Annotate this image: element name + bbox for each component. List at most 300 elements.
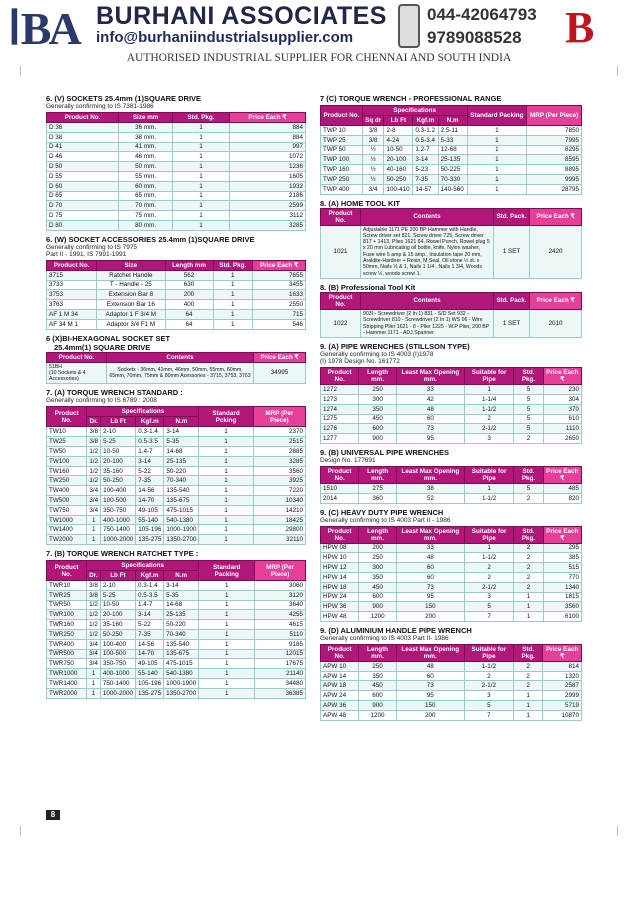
col-header: Suitable for Pipe [464, 466, 514, 483]
table-cell: 5 [464, 602, 514, 612]
table-cell: 5 [514, 394, 543, 404]
table-cell: 3 [464, 434, 514, 444]
table-cell: 715 [252, 309, 305, 319]
table-cell: 1 [213, 280, 252, 290]
table-universal-pipe-wrench [320, 466, 582, 504]
company-name: BURHANI ASSOCIATES [96, 2, 387, 30]
section-subtitle: Generally confirming to IS 7381-1986 [46, 103, 154, 110]
table-cell: 95 [396, 691, 464, 701]
table-cell: 4-24 [384, 135, 413, 145]
table-cell: Extension Bar 16 [97, 300, 165, 310]
col-header: Length mm. [359, 466, 397, 483]
table-cell: 5 [464, 701, 513, 711]
col-header: Product No. [47, 561, 87, 581]
table-cell: 1/2 [87, 456, 101, 466]
table-cell: 1350-2700 [164, 688, 199, 698]
table-cell: HPW 36 [321, 602, 359, 612]
table-cell: 884 [229, 132, 305, 142]
table-cell: 1000-2000 [100, 688, 135, 698]
table-cell: TWP 400 [321, 184, 363, 194]
table-cell: 135-275 [136, 535, 164, 545]
table-cell: 350-750 [100, 659, 135, 669]
table-cell: 50-250 [384, 174, 413, 184]
table-cell: 10-50 [384, 145, 413, 155]
table-cell: 1 [199, 581, 255, 591]
crop-mark [20, 66, 21, 76]
table-cell: 350-750 [101, 505, 136, 515]
table-cell: D 46 [47, 152, 119, 162]
table-cell: 25-135 [438, 155, 467, 165]
col-header: Lb Ft [384, 116, 413, 126]
table-cell: 7-35 [413, 174, 438, 184]
price-cell: 2010 [530, 309, 582, 337]
table-cell: 1 [199, 525, 253, 535]
table-cell: 1277 [321, 434, 359, 444]
table-cell: 36385 [255, 688, 306, 698]
table-row [321, 135, 582, 145]
section-9b [320, 448, 582, 504]
table-row [47, 590, 306, 600]
table-cell: 5-25 [100, 590, 135, 600]
table-row [47, 201, 306, 211]
table-cell: 40-160 [384, 165, 413, 175]
table-row [321, 174, 582, 184]
table-cell: 1200 [359, 710, 397, 720]
table-cell: 1 [213, 270, 252, 280]
col-header: Price Each ₹ [530, 292, 582, 309]
table-cell: 1 [199, 610, 255, 620]
product-cell: 1022 [321, 309, 361, 337]
table-cell: 2-8 [384, 126, 413, 136]
table-cell: 1510 [321, 483, 359, 493]
table-cell: 41 mm. [119, 142, 173, 152]
table-cell: 2.5-11 [438, 126, 467, 136]
table-cell: 3285 [253, 456, 305, 466]
table-cell: 100-410 [384, 184, 413, 194]
table-cell: TWR750 [47, 659, 87, 669]
table-cell: 5-23 [413, 165, 438, 175]
product-cell [47, 362, 107, 384]
table-cell: 275 [359, 483, 397, 493]
table-cell: 1110 [543, 424, 581, 434]
table-cell: 200 [396, 612, 464, 622]
table-cell: 100-400 [100, 639, 135, 649]
table-cell: 3/4 [87, 659, 101, 669]
table-cell: 73 [396, 681, 464, 691]
table-cell: 1 [514, 592, 543, 602]
table-cell: 75 mm. [119, 211, 173, 221]
table-cell: 55-140 [136, 515, 164, 525]
table-cell: 1340 [543, 582, 581, 592]
col-header: Suitable for Pipe [464, 644, 513, 661]
table-cell: 3640 [255, 600, 306, 610]
table-bihex-set [46, 352, 306, 385]
table-cell: 6100 [543, 612, 581, 622]
table-cell: 3715 [47, 270, 97, 280]
table-row [47, 437, 306, 447]
table-cell: 3/4 [87, 505, 101, 515]
table-cell: Adaptor 3/4 F1 M [97, 319, 165, 329]
table-row [321, 681, 582, 691]
table-cell: 1/2 [87, 610, 101, 620]
col-header: MRP (Per Piece) [255, 561, 306, 581]
table-cell: 36 mm. [119, 123, 173, 133]
table-row [321, 661, 582, 671]
table-cell: 38 mm. [119, 132, 173, 142]
table-cell: 1 [199, 678, 255, 688]
section-9a [320, 342, 582, 444]
table-cell: 70-340 [164, 476, 199, 486]
table-cell: 20-100 [100, 610, 135, 620]
col-header: N.m [438, 116, 467, 126]
col-header: Dr. [87, 571, 101, 581]
table-cell: 4615 [255, 620, 306, 630]
table-cell: 7-35 [136, 476, 164, 486]
table-cell: 1/2 [87, 629, 101, 639]
table-cell: 9185 [255, 639, 306, 649]
table-cell: 562 [165, 270, 213, 280]
table-cell: 600 [359, 691, 397, 701]
contents-cell: Adjustable 1171 PE 200 BP Hammer with Handle, Screw driver set 821, Screw driver 725, Screw driver 817 + 1413, Plies 1621 64, Rowel Punch, Rowel plug 5 x 20 mm Lubricating oil bottle, knife, Nylon washer, Fuse wire 5 amp & 15 amp., Insulation tape 20 mm, Araldite-Hardner + Resin, M Seal, Oil stone ½ st. x 50mm, Nails ½ & 1, Nails 1 1/4 , Nails 1 3/4, Woods screw ½, woods screw 1. [361, 225, 494, 278]
table-cell: ½ [362, 165, 384, 175]
table-cell: 1 [199, 505, 253, 515]
table-cell: 1 [173, 211, 230, 221]
section-8a [320, 199, 582, 279]
table-cell: 2 [514, 563, 543, 573]
table-row [321, 612, 582, 622]
table-cell: 1-1/2 [464, 404, 514, 414]
table-cell: 3560 [253, 466, 305, 476]
brand-logo: B [565, 3, 595, 52]
table-cell: 2 [464, 572, 514, 582]
table-cell: 2 [514, 493, 543, 503]
table-cell: 1 [514, 710, 543, 720]
table-cell: 135-675 [164, 649, 199, 659]
table-cell: 150 [396, 602, 464, 612]
table-cell: TW500 [47, 496, 87, 506]
table-cell: 2 [514, 582, 543, 592]
col-header: Price Each ₹ [530, 208, 582, 225]
table-row [47, 132, 306, 142]
col-header: Product No. [47, 407, 87, 427]
table-cell: 600 [359, 592, 397, 602]
table-row [47, 220, 306, 230]
col-header: N.m [164, 571, 199, 581]
section-9c [320, 508, 582, 622]
table-cell: 900 [359, 434, 397, 444]
table-cell: 3925 [253, 476, 305, 486]
table-cell: 1 [199, 515, 253, 525]
table-cell: 17675 [255, 659, 306, 669]
table-cell: 3/4 [87, 496, 101, 506]
table-cell: 540-1380 [164, 669, 199, 679]
table-cell: 10870 [543, 710, 582, 720]
table-cell: TW100 [47, 456, 87, 466]
table-cell: 0.3-1.4 [135, 581, 163, 591]
col-header: Lb Ft [101, 417, 136, 427]
table-cell: 8595 [527, 155, 582, 165]
col-header: Size mm [119, 113, 173, 123]
col-header: Std. Pkg. [213, 260, 252, 270]
table-cell: 2-10 [100, 581, 135, 591]
table-cell: 200 [165, 290, 213, 300]
table-cell: 60 mm. [119, 181, 173, 191]
col-header: Product No. [47, 260, 97, 270]
table-cell: 1 [199, 466, 253, 476]
table-cell: 1 [87, 678, 101, 688]
col-header: Kgf.m [136, 417, 164, 427]
col-header: Std. Pkg. [173, 113, 230, 123]
table-cell: 3753 [47, 290, 97, 300]
table-cell: 1/2 [87, 466, 101, 476]
col-header: Product No. [321, 466, 359, 483]
table-cell: 1 [199, 476, 253, 486]
table-cell: 1 [173, 191, 230, 201]
table-cell: 1633 [252, 290, 305, 300]
table-cell: 1 [514, 701, 543, 711]
table-cell: 1 [514, 602, 543, 612]
table-cell: D 65 [47, 191, 119, 201]
table-cell: 1 [87, 669, 101, 679]
table-cell: 1 [213, 319, 252, 329]
col-header: Product No. [321, 368, 359, 385]
table-cell: 95 [396, 592, 464, 602]
table-cell: 1 [199, 427, 253, 437]
table-row [47, 620, 306, 630]
table-cell: 34480 [255, 678, 306, 688]
col-header: Product No. [321, 208, 361, 225]
table-cell: 750-1400 [100, 678, 135, 688]
col-header: MRP (Per Piece) [527, 106, 582, 126]
table-cell: 60 [396, 572, 464, 582]
col-header: Product No. [47, 113, 119, 123]
col-header: Contents [107, 352, 254, 362]
table-cell: 1 [173, 201, 230, 211]
table-cell: 35-160 [100, 620, 135, 630]
table-cell: 1 [173, 162, 230, 172]
section-7b [46, 549, 306, 699]
table-cell: 1 [199, 629, 255, 639]
table-row [321, 414, 582, 424]
table-cell: 1274 [321, 404, 359, 414]
table-row [321, 165, 582, 175]
table-row [47, 211, 306, 221]
table-cell: 1/2 [87, 620, 101, 630]
table-cell: 750-1400 [101, 525, 136, 535]
table-cell: ½ [362, 155, 384, 165]
table-cell: 600 [359, 424, 397, 434]
table-cell: AF 34 M 1 [47, 319, 97, 329]
table-cell: 200 [359, 543, 397, 553]
table-cell: 250 [359, 661, 397, 671]
table-cell: D 70 [47, 201, 119, 211]
table-cell: 60 [396, 414, 464, 424]
section-title: 9. (D) ALUMINIUM HANDLE PIPE WRENCH [320, 625, 472, 635]
product-cell: 1021 [321, 225, 361, 278]
table-cell: 32110 [253, 535, 305, 545]
table-cell: 10340 [253, 496, 305, 506]
table-cell: 52 [396, 493, 464, 503]
phone-2: 9789088528 [427, 28, 522, 47]
table-cell: AF 1 M 34 [47, 309, 97, 319]
pack-cell: 1 SET [494, 309, 530, 337]
table-cell: 2599 [229, 201, 305, 211]
table-cell: 1 [467, 174, 527, 184]
table-cell: TW25 [47, 437, 87, 447]
table-row [47, 152, 306, 162]
table-cell: 1605 [229, 171, 305, 181]
table-cell: 3/8 [87, 437, 101, 447]
section-subtitle: Generally confirming to IS 4003 (I)1978 [320, 351, 434, 359]
table-cell: APW 24 [321, 691, 359, 701]
table-cell: 14-56 [136, 486, 164, 496]
table-cell: 1 [173, 123, 230, 133]
table-cell: 73 [396, 424, 464, 434]
table-cell: 25-135 [164, 456, 199, 466]
table-cell: 350 [359, 671, 397, 681]
table-cell: 1350-2700 [164, 535, 199, 545]
table-cell: 1/2 [87, 447, 101, 457]
table-cell: 0.3-1.2 [413, 126, 438, 136]
table-cell: 3-14 [164, 427, 199, 437]
table-cell: 4255 [255, 610, 306, 620]
table-cell: D 55 [47, 171, 119, 181]
table-cell: 230 [543, 385, 581, 395]
table-row [47, 280, 306, 290]
table-row [321, 582, 582, 592]
col-header: Lb Ft [100, 571, 135, 581]
table-cell: TWP 50 [321, 145, 363, 155]
table-row [47, 319, 306, 329]
table-cell: 5110 [255, 629, 306, 639]
table-cell: HPW 48 [321, 612, 359, 622]
table-torque-standard [46, 406, 306, 545]
table-row [321, 385, 582, 395]
col-header: Price Each ₹ [543, 526, 581, 543]
table-cell: 1 [467, 135, 527, 145]
table-row [321, 563, 582, 573]
table-row [321, 553, 582, 563]
col-header: Suitable for Pipe [464, 368, 514, 385]
table-cell: 1 [173, 171, 230, 181]
section-6x [46, 334, 306, 385]
table-cell: 1815 [543, 592, 581, 602]
table-cell: 60 [396, 671, 464, 681]
table-row [47, 515, 306, 525]
col-header: Product No. [321, 292, 361, 309]
col-header: Standard Packing [199, 561, 255, 581]
table-cell: 400 [165, 300, 213, 310]
table-cell: 7850 [527, 126, 582, 136]
section-subtitle: Generally confirming to IS 6789 : 2008 [46, 397, 157, 405]
table-cell: Ratchet Handle [97, 270, 165, 280]
table-cell: TW1000 [47, 515, 87, 525]
table-home-tool-kit [320, 208, 582, 279]
table-cell: 48 [396, 553, 464, 563]
section-title: 9. (C) HEAVY DUTY PIPE WRENCH [320, 507, 444, 517]
page-header [0, 0, 638, 72]
table-row [47, 447, 306, 457]
table-cell: TWP 10 [321, 126, 363, 136]
table-cell: 3763 [47, 300, 97, 310]
table-cell: 25-135 [164, 610, 199, 620]
table-cell: 900 [359, 602, 397, 612]
col-header: Std. Pkg. [514, 466, 543, 483]
col-header: Std. Pack. [494, 292, 530, 309]
table-cell: 1.2-7 [413, 145, 438, 155]
table-torque-professional [320, 105, 582, 195]
table-cell: 95 [396, 434, 464, 444]
col-header: Price Each ₹ [229, 113, 305, 123]
table-cell: Adaptor 1 F 3/4 M [97, 309, 165, 319]
table-cell: 3455 [252, 280, 305, 290]
table-cell: 1 [213, 300, 252, 310]
table-cell: 135-540 [164, 486, 199, 496]
table-cell: 50 mm. [119, 162, 173, 172]
table-cell: 14-56 [135, 639, 163, 649]
table-cell: 2370 [253, 427, 305, 437]
section-subtitle: Generally confirming to IS 4003 Part II - 1986 [320, 516, 451, 524]
table-cell: 28795 [527, 184, 582, 194]
table-cell: 1 [173, 220, 230, 230]
section-8b [320, 283, 582, 338]
pack-cell: 1 SET [494, 225, 530, 278]
table-cell: 8895 [527, 165, 582, 175]
table-cell: 1 [87, 688, 101, 698]
table-cell: 1.4-7 [135, 600, 163, 610]
table-cell: APW 18 [321, 681, 359, 691]
table-cell: 5 [514, 404, 543, 414]
section-subtitle: Generally confirming to IS 4003 Part II- 1986 [320, 634, 449, 642]
col-header: Length mm. [359, 368, 397, 385]
table-cell: 100-500 [101, 496, 136, 506]
table-cell: TW2000 [47, 535, 87, 545]
col-header: Kgf.m [413, 116, 438, 126]
table-cell: 50-220 [164, 620, 199, 630]
table-professional-tool-kit [320, 292, 582, 338]
table-cell: 3/4 [87, 639, 101, 649]
spec-header: Specifications [362, 106, 467, 116]
table-cell: 55 mm. [119, 171, 173, 181]
table-cell: 1273 [321, 394, 359, 404]
table-cell: 42 [396, 394, 464, 404]
table-cell: 49-105 [136, 505, 164, 515]
table-cell: 1236 [229, 162, 305, 172]
table-cell: 49-105 [135, 659, 163, 669]
table-row [321, 126, 582, 136]
table-heavy-duty-pipe-wrench [320, 526, 582, 622]
table-cell: APW 14 [321, 671, 359, 681]
table-cell: 7 [464, 710, 513, 720]
table-cell: 105-196 [136, 525, 164, 535]
table-row [321, 434, 582, 444]
table-cell: 73 [396, 582, 464, 592]
col-header: Price Each ₹ [543, 644, 582, 661]
col-header: Product No. [321, 106, 363, 126]
table-cell: 5-35 [164, 437, 199, 447]
section-title: 7. (A) TORQUE WRENCH STANDARD : [46, 388, 183, 398]
col-header: Price Each ₹ [543, 368, 581, 385]
table-cell: 475-1015 [164, 505, 199, 515]
table-row [321, 424, 582, 434]
table-cell: 2-1/2 [464, 582, 514, 592]
col-header: Std. Pkg. [514, 368, 543, 385]
table-cell: D 80 [47, 220, 119, 230]
section-6w [46, 235, 306, 330]
col-header: Std. Pkg. [514, 526, 543, 543]
table-row [321, 483, 582, 493]
table-cell: 1275 [321, 414, 359, 424]
